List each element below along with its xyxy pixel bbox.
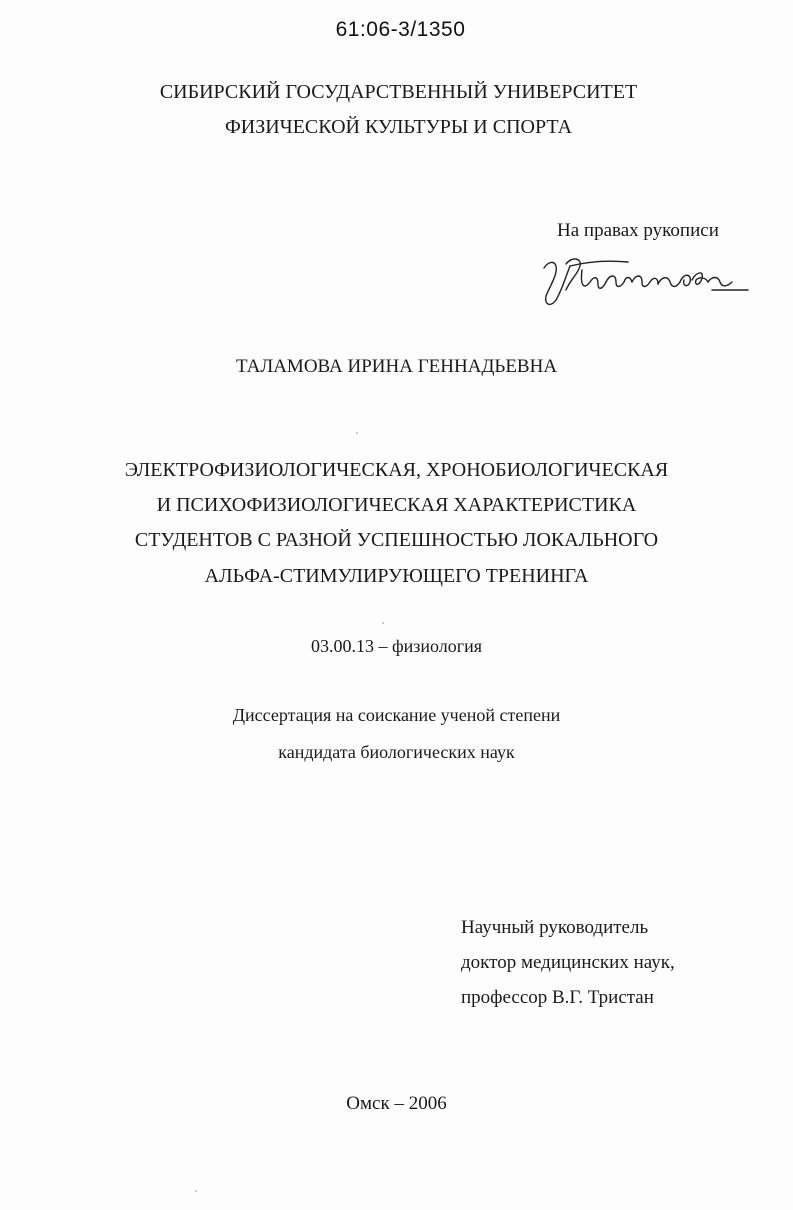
dissertation-title-line-4: АЛЬФА-СТИМУЛИРУЮЩЕГО ТРЕНИНГА (204, 565, 589, 587)
dissertation-title-line-3: СТУДЕНТОВ С РАЗНОЙ УСПЕШНОСТЬЮ ЛОКАЛЬНОГО (134, 529, 659, 551)
university-name-line-1: СИБИРСКИЙ ГОСУДАРСТВЕННЫЙ УНИВЕРСИТЕТ (159, 81, 638, 103)
manuscript-rights-note: На правах рукописи (557, 220, 719, 241)
supervisor-degree: доктор медицинских наук, (461, 952, 675, 973)
scan-speck (382, 622, 384, 624)
scan-speck (356, 432, 358, 434)
supervisor-role: Научный руководитель (461, 917, 649, 938)
university-name-line-2: ФИЗИЧЕСКОЙ КУЛЬТУРЫ И СПОРТА (224, 116, 573, 138)
scan-speck (195, 1190, 197, 1192)
city-and-year: Омск – 2006 (346, 1093, 447, 1114)
degree-statement-line-2: кандидата биологических наук (278, 742, 515, 762)
archive-stamp-number: 61:06-3/1350 (335, 18, 466, 41)
dissertation-title-line-1: ЭЛЕКТРОФИЗИОЛОГИЧЕСКАЯ, ХРОНОБИОЛОГИЧЕСКАЯ (124, 459, 669, 481)
degree-statement-line-1: Диссертация на соискание ученой степени (232, 705, 561, 725)
dissertation-title-line-2: И ПСИХОФИЗИОЛОГИЧЕСКАЯ ХАРАКТЕРИСТИКА (156, 494, 637, 516)
supervisor-name: профессор В.Г. Тристан (461, 987, 654, 1008)
handwritten-signature (536, 246, 756, 316)
author-name: ТАЛАМОВА ИРИНА ГЕННАДЬЕВНА (235, 356, 558, 377)
specialty-code: 03.00.13 – физиология (310, 636, 483, 656)
